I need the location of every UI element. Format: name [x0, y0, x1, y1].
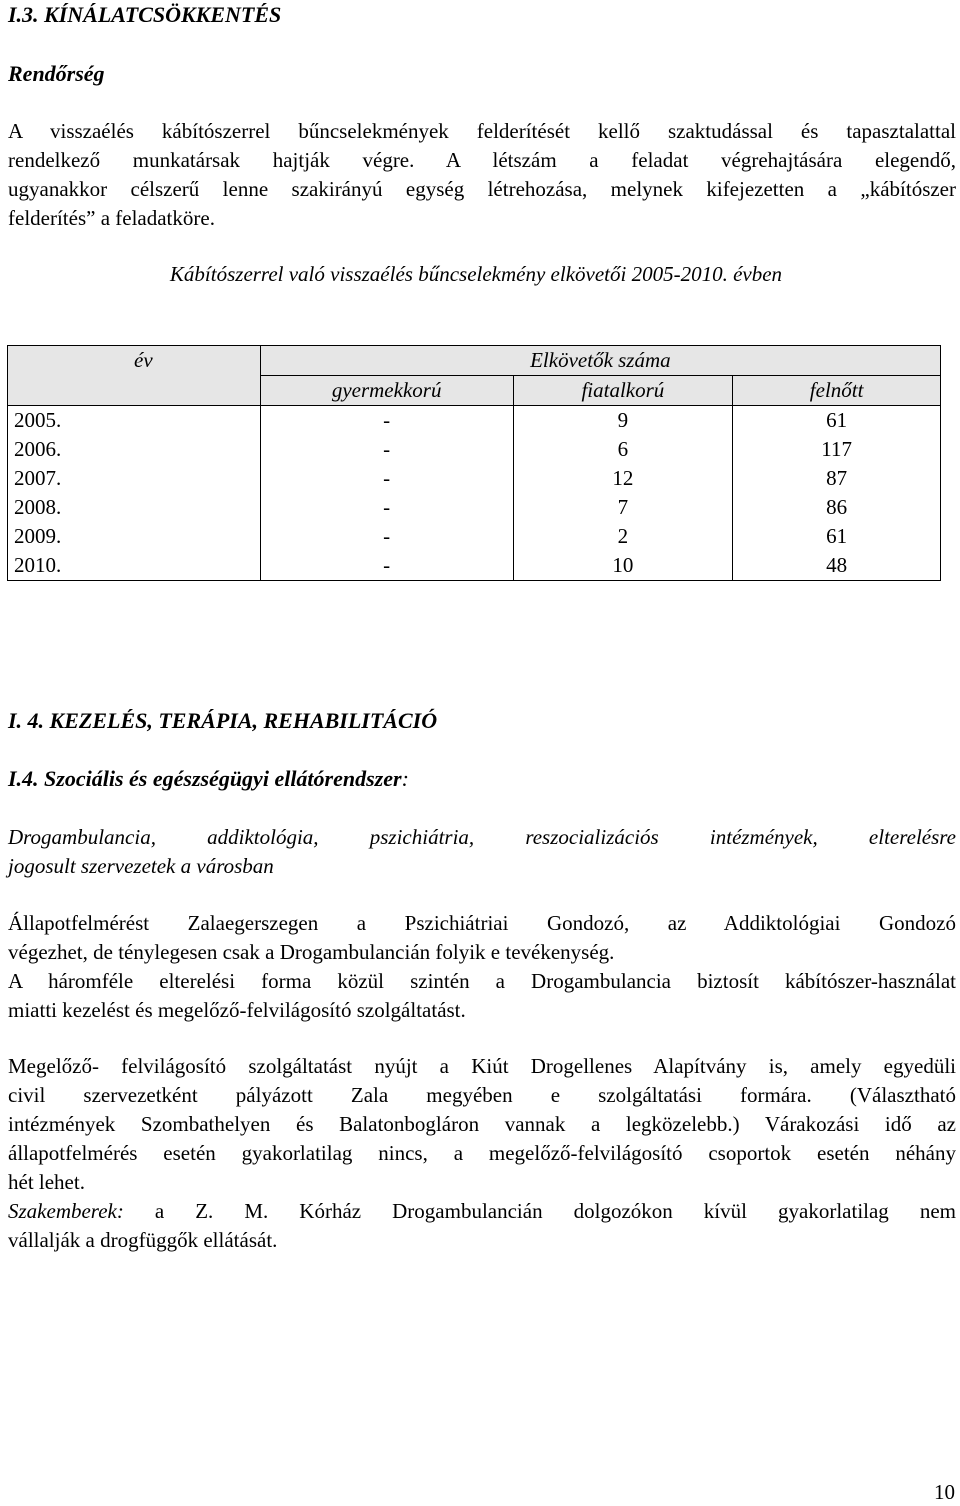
table-row: [8, 493, 941, 522]
table-row: [8, 551, 941, 581]
paragraph-line: A visszaélés kábítószerrel bűncselekmények felderítését kellő szaktudással és tapasztalattal: [8, 119, 956, 143]
cell-adult: 61: [733, 406, 941, 436]
cell-year: 2009.: [8, 522, 261, 551]
header-empty: [8, 376, 261, 406]
cell-year: 2008.: [8, 493, 261, 522]
police-paragraph: [8, 117, 956, 233]
section-title: I.3. KÍNÁLATCSÖKKENTÉS: [8, 2, 282, 27]
paragraph-line: miatti kezelést és megelőző-felvilágosító szolgáltatást.: [8, 998, 466, 1022]
table-row: [8, 435, 941, 464]
paragraph-line: [8, 1197, 956, 1226]
cell-child: -: [260, 464, 513, 493]
paragraph-line: A háromféle elterelési forma közül szintén a Drogambulancia biztosít kábítószer-használat: [8, 969, 956, 993]
paragraph-line: felderítés” a feladatköre.: [8, 206, 215, 230]
specialists-label: Szakemberek:: [8, 1199, 124, 1223]
cell-child: -: [260, 406, 513, 436]
cell-adult: 86: [733, 493, 941, 522]
table-row: [8, 464, 941, 493]
cell-young: 10: [513, 551, 733, 581]
subsection2-title-colon: :: [401, 766, 409, 791]
cell-child: -: [260, 522, 513, 551]
paragraph-line: végezhet, de ténylegesen csak a Drogambulancián folyik e tevékenység.: [8, 940, 615, 964]
section2-title: I. 4. KEZELÉS, TERÁPIA, REHABILITÁCIÓ: [8, 708, 438, 733]
cell-year: 2010.: [8, 551, 261, 581]
subsection2-title: [8, 766, 409, 792]
table-subheader-row: [8, 376, 941, 406]
subsection2-title-text: I.4. Szociális és egészségügyi ellátórendszer: [8, 766, 402, 791]
header-adult: felnőtt: [733, 376, 941, 406]
table-row: [8, 406, 941, 436]
paragraph-line: ugyanakkor célszerű lenne szakirányú egység létrehozása, melynek kifejezetten a „kábítószer: [8, 177, 956, 201]
prevention-paragraph: [8, 1052, 956, 1255]
header-offenders: Elkövetők száma: [260, 346, 940, 376]
cell-year: 2006.: [8, 435, 261, 464]
header-young: fiatalkorú: [513, 376, 733, 406]
cell-adult: 117: [733, 435, 941, 464]
cell-year: 2007.: [8, 464, 261, 493]
cell-child: -: [260, 551, 513, 581]
paragraph-line: rendelkező munkatársak hajtják végre. A létszám a feladat végrehajtására elegendő,: [8, 148, 956, 172]
paragraph-line: intézmények Szombathelyen és Balatonbogláron vannak a legközelebb.) Várakozási idő az: [8, 1112, 956, 1136]
institutions-paragraph: [8, 823, 956, 881]
offenders-table: [7, 345, 941, 581]
paragraph-line: Állapotfelmérést Zalaegerszegen a Pszichiátriai Gondozó, az Addiktológiai Gondozó: [8, 911, 956, 935]
header-year: év: [8, 346, 261, 376]
paragraph-line: vállalják a drogfüggők ellátását.: [8, 1228, 278, 1252]
cell-young: 9: [513, 406, 733, 436]
paragraph-line: hét lehet.: [8, 1170, 85, 1194]
cell-year: 2005.: [8, 406, 261, 436]
paragraph-line: civil szervezetként pályázott Zala megyében e szolgáltatási formára. (Választható: [8, 1083, 956, 1107]
cell-adult: 48: [733, 551, 941, 581]
subsection-title-police: Rendőrség: [8, 61, 105, 86]
cell-young: 12: [513, 464, 733, 493]
cell-young: 2: [513, 522, 733, 551]
page-number: 10: [934, 1480, 955, 1504]
header-child: gyermekkorú: [260, 376, 513, 406]
cell-child: -: [260, 435, 513, 464]
assessment-paragraph: [8, 909, 956, 1025]
table-header-row: [8, 346, 941, 376]
cell-child: -: [260, 493, 513, 522]
paragraph-line: Drogambulancia, addiktológia, pszichiátria, reszocializációs intézmények, elterelésre: [8, 825, 956, 849]
cell-adult: 87: [733, 464, 941, 493]
paragraph-line: Megelőző- felvilágosító szolgáltatást nyújt a Kiút Drogellenes Alapítvány is, amely egyedüli: [8, 1054, 956, 1078]
cell-adult: 61: [733, 522, 941, 551]
cell-young: 7: [513, 493, 733, 522]
specialists-text: a Z. M. Kórház Drogambulancián dolgozókon kívül gyakorlatilag nem: [123, 1199, 956, 1223]
cell-young: 6: [513, 435, 733, 464]
table-row: [8, 522, 941, 551]
paragraph-line: állapotfelmérés esetén gyakorlatilag nincs, a megelőző-felvilágosító csoportok esetén néhány: [8, 1141, 956, 1165]
paragraph-line: jogosult szervezetek a városban: [8, 854, 274, 878]
table-caption: Kábítószerrel való visszaélés bűncselekmény elkövetői 2005-2010. évben: [169, 262, 783, 286]
